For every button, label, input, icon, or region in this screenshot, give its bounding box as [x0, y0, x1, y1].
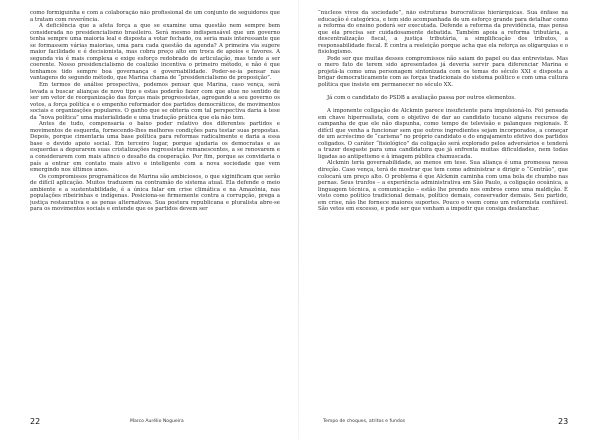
left-paragraph-4: Antes de tudo, compensaria o baixo poder relativo dos diferentes partidos e movimentos de esquerda, fornecendo-lhes melhores condições para testar suas propostas. Depois, porque cimentaria uma base política para reformas radicalmente e daria a essa base o devido apoio social. Em terceiro lugar, porque ajudaria os democratas e as esquerdas a depurarem suas cristalizações regressistas remanescentes, a se renovarem e a considerarem com mais afinco o desafio da cooperação. Por fim, porque as convidaria o país a entrar em contato mais ativo e inteligente com a nova sociedade que vem emergindo nos últimos anos.	[30, 121, 280, 174]
left-paragraph-1: como formiguinha e com a colaboração não profissional de um conjunto de seguidores que a tratam com reverência.	[30, 10, 280, 23]
left-running-footer: Marco Aurélio Nogueira	[130, 419, 184, 424]
left-paragraph-2: A deficiência que a afeta força a que se examine uma questão nem sempre bem considerada no presidencialismo brasileiro. Será mesmo indispensável que um governo tenha sempre uma maioria leal e disposta a votar fechado, ou seria mais interessante que se formassem várias maiorias, uma para cada questão da agenda? A primeira via sugere maior facilidade e é decisionista, mas cobra preço alto em troca de apoios e favores. A segunda via é mais complexa e exige esforço redobrado de articulação, mas tende a ser coerente. Nosso presidencialismo de coalizão incentiva o primeiro método, e não é que tenhamos tido sempre boa governança e governabilidade. Poder-se-ia pensar nas vantagens do segundo método, que Marina chama de “presidencialismo de proposição”.	[30, 23, 280, 82]
left-paragraph-3: Em termos de análise prospectiva, podemos pensar que Marina, caso vença, será levada a buscar alianças de novo tipo e estas poderão fazer com que atue no sentido de ser um vetor de reorganização das forças mais progressistas, agregando a seu governo os votos, a força política e o empenho reformador dos partidos democráticos, de movimentos sociais e organizações populares. O ganho que se obteria com tal perspectiva daria à tese da “nova política” uma materialidade e uma tradução prática que ela não tem.	[30, 82, 280, 121]
right-paragraph-4: A imponente coligação de Alckmin parece insuficiente para impulsioná-lo. Foi pensada em chave hiperrealista, com o objetivo de dar ao candidato tucano alguns recursos de campanha de que ele não dispunha, como tempo de televisão e palanques regionais. É difícil que venha a funcionar sem que outros ingredientes sejam incorporados, a começar de um acréscimo de “carisma” no próprio candidato e do engajamento efetivo dos partidos coligados. O caráter “fisiológico” da coligação será explorado pelos adversários e tenderá a trazer desgaste para uma candidatura que já enfrenta muitas dificuldades, nem todas ligadas ao antipetismo e à imagem pública chamuscada.	[318, 108, 568, 160]
right-page	[318, 10, 568, 412]
right-paragraph-1: “núcleos vivos da sociedade”, não estruturas burocráticas hierárquicas. Sua ênfase na educação é categórica, e tem sido acompanhada de um esforço grande para detalhar como a reforma do ensino poderá ser executada. Defende a reforma da previdência, mas pensa que ela precisa ser cuidadosamente debatida. Também apoia a reforma tributária, a descentralização fiscal, a justiça tributária, a simplificação dos tributos, a responsabilidade fiscal. É contra a reeleição porque acha que ela reforça as oligarquias e o fisiologismo.	[318, 10, 568, 56]
right-paragraph-2: Pode ser que muitas desses compromissos não saiam do papel ou das entrevistas. Mas o mero fato de terem sido apresentados já deveria servir para diferenciar Marina e projetá-la como uma personagem sintonizada com os temas do século XXI e disposta a brigar democraticamente com as forças tradicionais do sistema político e com uma cultura política que insiste em permanecer no século XX.	[318, 55, 568, 89]
left-page-number: 22	[30, 417, 41, 426]
right-paragraph-3: Já com o candidato do PSDB a avaliação passa por outros elementos.	[327, 95, 516, 102]
spine-gutter	[298, 0, 299, 439]
right-running-footer: Tempo de choques, atritos e fundos	[323, 419, 406, 424]
right-page-number: 23	[558, 417, 569, 426]
left-paragraph-5: Os compromissos programáticos de Marina são ambiciosos, o que siginificam que serão de difícil aplicação. Muitos traduzem na contramão do sistema atual. Ela defende o meio ambiente e a sustentabilidade, é a única falar em crise climática e na Amazônia, nas populações ribeirinhas e indígenas. Posiciona-se firmemente contra a corrupção, prega a justiça restaurativa e as penas alternativas. Sua postura republicana e pluralista abre-se para os movimentos sociais e entende que os partidos devem ser	[30, 173, 280, 213]
left-page	[30, 10, 280, 412]
right-paragraph-5: Alckmin teria governabilidade, ao menos em tese. Sua aliança é uma promessa nessa direção. Caso vença, terá de mostrar que tem como administrar e dirigir o “Centrão”, que colocará um preço alto. O problema é que Alckmin caminha com uma bola de chumbo nas pernas. Seus trunfos – a experiência administrativa em São Paulo, a coligação oceânica, a linguagem técnica, a comunicação – estão lhe prendo nos ombros como uma maldição. É visto como político tradicional demais, político demais, conservador demais. Seu partido, em crise, não lhe fornece maiores suportes. Pouco o veem como um reformista confiável. São vetos em excesso, e pode ser que venham a impedir que consiga deslanchar.	[318, 160, 568, 213]
